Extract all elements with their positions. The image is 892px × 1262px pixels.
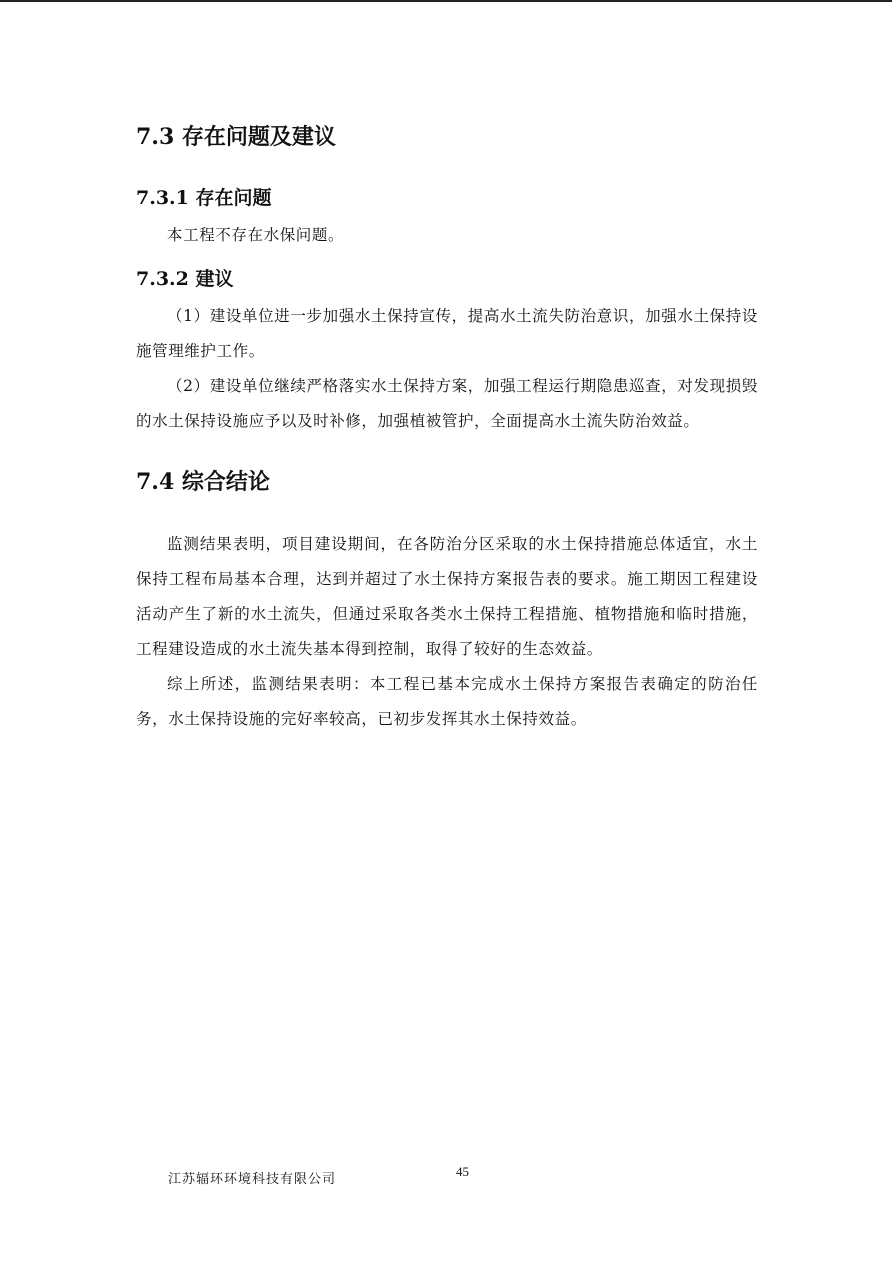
section-heading-7-4: 7.4 综合结论 xyxy=(136,469,270,495)
paragraph-suggestion-1: （1）建设单位进一步加强水土保持宣传，提高水土流失防治意识，加强水土保持设施管理维护工作。 xyxy=(136,307,758,360)
document-body xyxy=(136,110,758,737)
paragraph-conclusion-2: 综上所述，监测结果表明：本工程已基本完成水土保持方案报告表确定的防治任务，水土保持设施的完好率较高，已初步发挥其水土保持效益。 xyxy=(136,675,758,728)
page-number: 45 xyxy=(456,1164,469,1179)
subsection-heading-7-3-1: 7.3.1 存在问题 xyxy=(136,187,272,209)
paragraph-conclusion-1: 监测结果表明，项目建设期间，在各防治分区采取的水土保持措施总体适宜，水土保持工程布局基本合理，达到并超过了水土保持方案报告表的要求。施工期因工程建设活动产生了新的水土流失，但通过采取各类水土保持工程措施、植物措施和临时措施，工程建设造成的水土流失基本得到控制，取得了较好的生态效益。 xyxy=(136,535,758,658)
paragraph-problems: 本工程不存在水保问题。 xyxy=(167,226,345,244)
subsection-heading-7-3-2: 7.3.2 建议 xyxy=(136,268,234,290)
section-heading-7-3: 7.3 存在问题及建议 xyxy=(136,124,336,150)
page-footer xyxy=(0,1162,892,1192)
footer-company-name: 江苏辐环环境科技有限公司 xyxy=(168,1172,337,1187)
top-border-line xyxy=(0,0,892,2)
paragraph-suggestion-2: （2）建设单位继续严格落实水土保持方案，加强工程运行期隐患巡查，对发现损毁的水土保持设施应予以及时补修，加强植被管护，全面提高水土流失防治效益。 xyxy=(136,377,758,430)
